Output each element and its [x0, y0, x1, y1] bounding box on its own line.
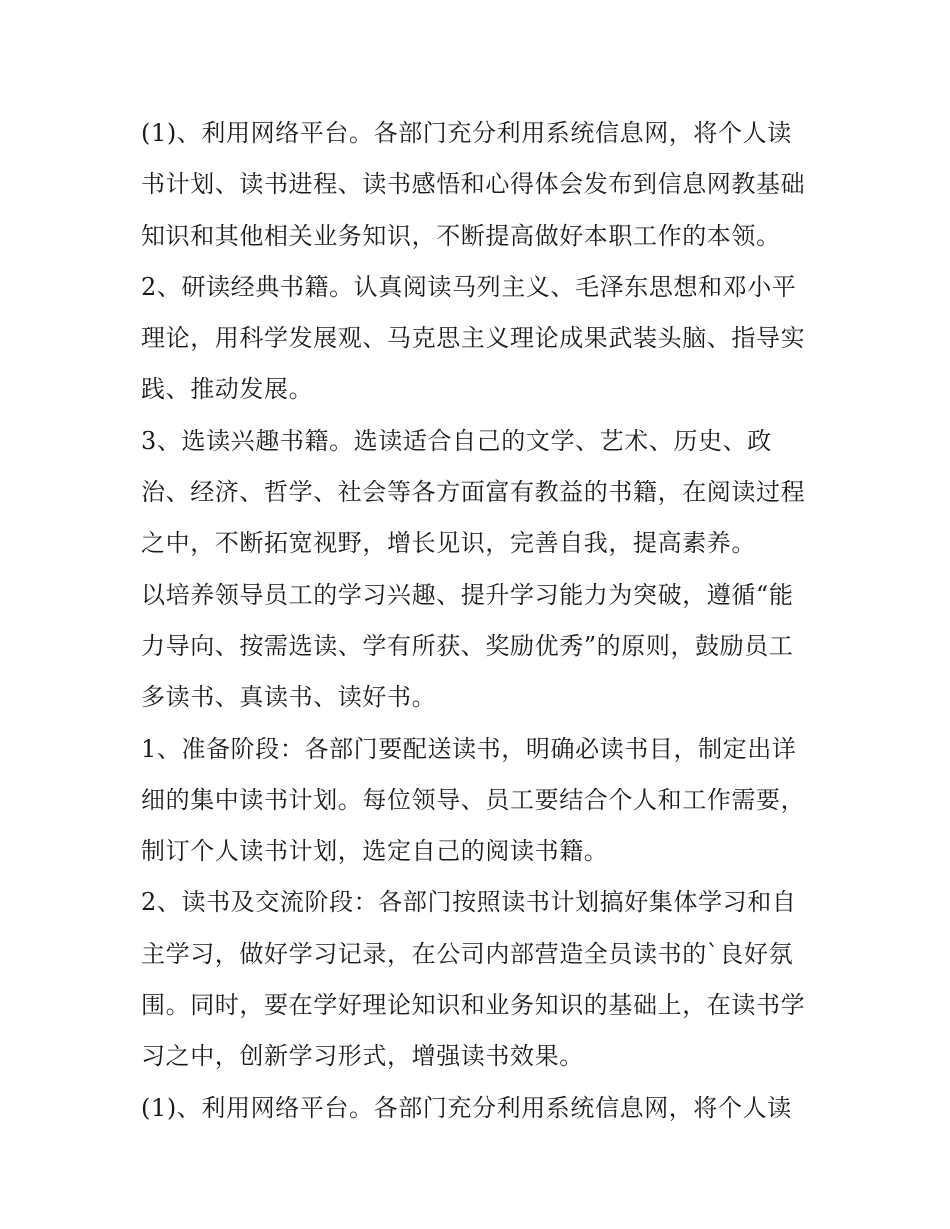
text-line: 之中，不断拓宽视野，增长见识，完善自我，提高素养。: [141, 529, 756, 558]
text-line: (1)、利用网络平台。各部门充分利用系统信息网，将个人读: [141, 119, 792, 147]
text-line: 2、读书及交流阶段：各部门按照读书计划搞好集体学习和自: [141, 888, 797, 917]
text-line: 治、经济、哲学、社会等各方面富有教益的书籍，在阅读过程: [141, 478, 806, 507]
text-line: 理论，用科学发展观、马克思主义理论成果武装头脑、指导实: [141, 324, 806, 353]
text-line: 1、准备阶段：各部门要配送读书，明确必读书目，制定出详: [141, 734, 797, 763]
text-line: 习之中，创新学习形式，增强读书效果。: [141, 1042, 584, 1071]
text-line: 践、推动发展。: [141, 375, 314, 404]
text-line: 主学习，做好学习记录，在公司内部营造全员读书的`良好氛: [141, 939, 794, 968]
text-line: 力导向、按需选读、学有所获、奖励优秀”的原则，鼓励员工: [141, 631, 794, 660]
text-line: 多读书、真读书、读好书。: [141, 683, 437, 712]
text-line: 围。同时，要在学好理论知识和业务知识的基础上，在读书学: [141, 991, 806, 1020]
text-line: 以培养领导员工的学习兴趣、提升学习能力为突破，遵循“能: [141, 580, 794, 609]
text-line: (1)、利用网络平台。各部门充分利用系统信息网，将个人读: [141, 1093, 792, 1122]
text-line: 书计划、读书进程、读书感悟和心得体会发布到信息网教基础: [141, 170, 806, 199]
text-line: 3、选读兴趣书籍。选读适合自己的文学、艺术、历史、政: [141, 426, 772, 455]
text-line: 知识和其他相关业务知识，不断提高做好本职工作的本领。: [141, 221, 781, 250]
text-line: 2、研读经典书籍。认真阅读马列主义、毛泽东思想和邓小平: [141, 272, 797, 301]
text-line: 制订个人读书计划，选定自己的阅读书籍。: [141, 837, 609, 866]
text-line: 细的集中读书计划。每位领导、员工要结合个人和工作需要，: [141, 785, 806, 814]
document-body: [141, 108, 821, 1134]
